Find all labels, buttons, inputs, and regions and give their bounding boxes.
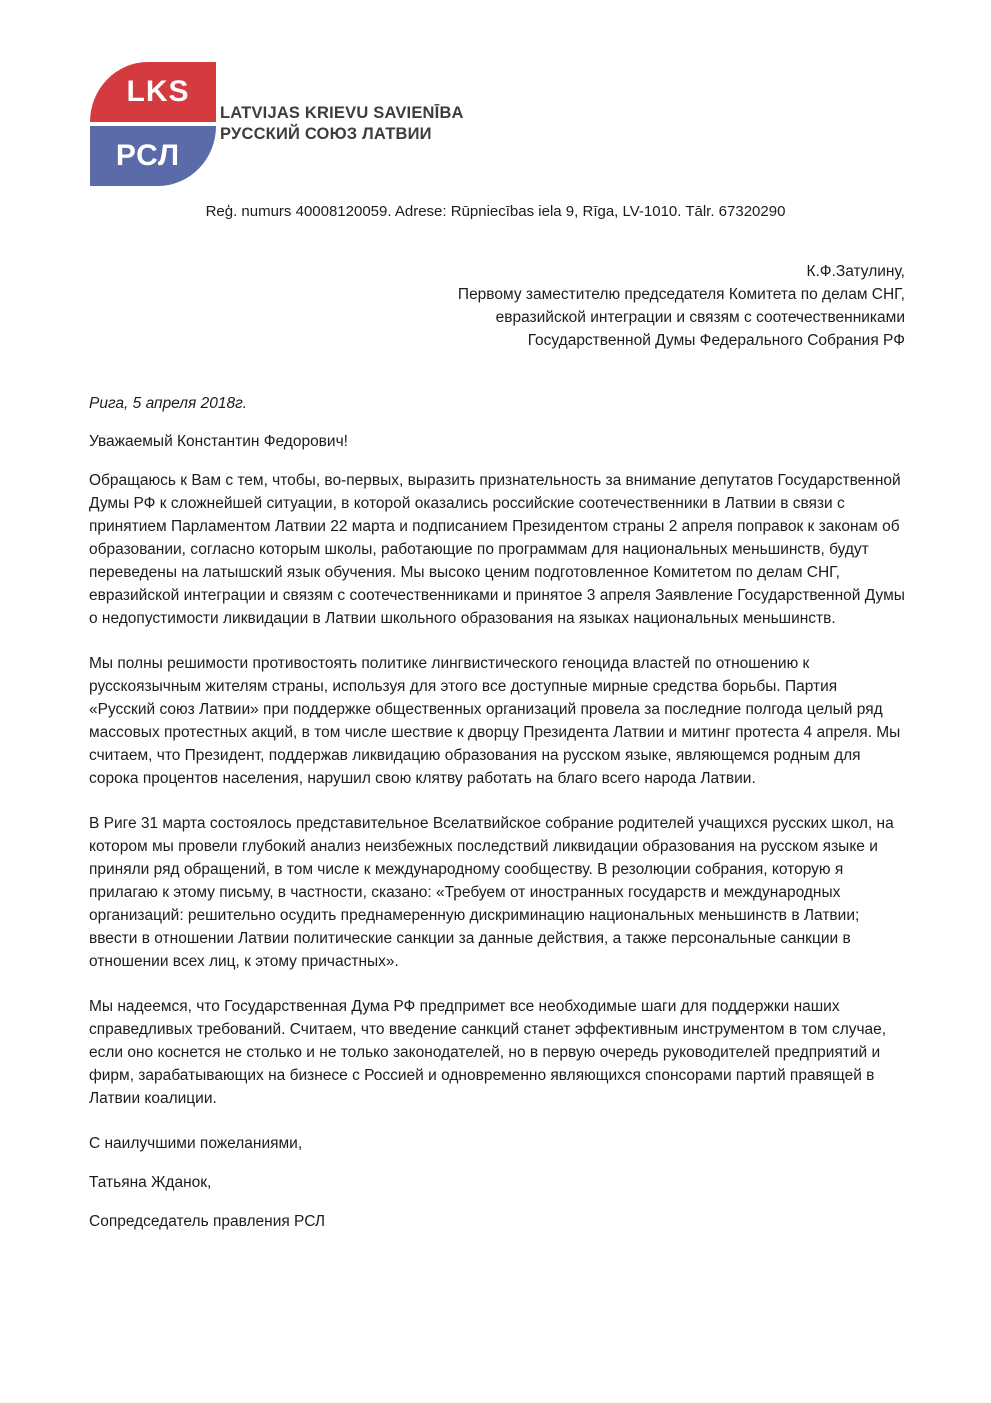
addressee-line: Государственной Думы Федерального Собрания РФ [527, 332, 905, 349]
letterhead [90, 62, 464, 186]
logo-red-half [90, 62, 216, 122]
logo-blue-half [90, 126, 216, 186]
signature-name: Татьяна Жданок, [89, 1174, 212, 1191]
paragraph-4: Мы надеемся, что Государственная Дума РФ предпримет все необходимые шаги для поддержки наших справедливых требований. Считаем, что введение санкций станет эффективным инструментом в том случае, если оно коснется не столько и не только законодателей, но в первую очередь руководителей предприятий и фирм, зарабатывающих на бизнесе с Россией и одновременно являющихся спонсорами партий правящей в Латвии коалиции. [89, 998, 887, 1107]
paragraph-2: Мы полны решимости противостоять политике лингвистического геноцида властей по отношению к русскоязычным жителям страны, используя для этого все доступные мирные средства борьбы. Партия «Русский союз Латвии» при поддержке общественных организаций провела за последние полгода целый ряд массовых протестных акций, в том числе шествие к дворцу Президента Латвии и митинг протеста 4 апреля. Мы считаем, что Президент, поддержав ликвидацию образования на русском языке, являющемся родным для сорока процентов населения, нарушил свою клятву работать на благо всего народа Латвии. [89, 655, 901, 787]
addressee-line: К.Ф.Затулину, [806, 263, 905, 280]
org-name-latvian: LATVIJAS KRIEVU SAVIENĪBA [220, 104, 464, 122]
logo-rsl-text: РСЛ [115, 139, 181, 172]
registration-address-line: Reģ. numurs 40008120059. Adrese: Rūpniecības iela 9, Rīga, LV-1010. Tālr. 67320290 [205, 203, 786, 220]
dateline: Рига, 5 апреля 2018г. [89, 395, 248, 412]
addressee-block [458, 260, 905, 352]
addressee-line: Первому заместителю председателя Комитета по делам СНГ, [457, 286, 905, 303]
logo-lks-text: LKS [126, 75, 190, 108]
closing-line: С наилучшими пожеланиями, [89, 1135, 303, 1152]
salutation: Уважаемый Константин Федорович! [89, 433, 348, 450]
organization-names [220, 103, 464, 145]
addressee-line: евразийской интеграции и связям с соотечественниками [495, 309, 905, 326]
lks-rsl-logo [90, 62, 206, 186]
letter-body [89, 392, 907, 1233]
signature-title: Сопредседатель правления РСЛ [89, 1213, 326, 1230]
org-name-russian: РУССКИЙ СОЮЗ ЛАТВИИ [220, 125, 432, 143]
paragraph-1: Обращаюсь к Вам с тем, чтобы, во-первых, выразить признательность за внимание депутатов Государственной Думы РФ к сложнейшей ситуации, в которой оказались российские соотечественники в Латвии в связи с принятием Парламентом Латвии 22 марта и подписанием Президентом страны 2 апреля поправок к законам об образовании, согласно которым школы, работающие по программам для национальных меньшинств, будут переведены на латышский язык обучения. Мы высоко ценим подготовленное Комитетом по делам СНГ, евразийской интеграции и связям с соотечественниками и принятое 3 апреля Заявление Государственной Думы о недопустимости ликвидации в Латвии школьного образования на языках национальных меньшинств. [89, 472, 905, 627]
paragraph-3: В Риге 31 марта состоялось представительное Вселатвийское собрание родителей учащихся русских школ, на котором мы провели глубокий анализ неизбежных последствий ликвидации образования на русском языке и приняли ряд обращений, в том числе к международному сообществу. В резолюции собрания, которую я прилагаю к этому письму, в частности, сказано: «Требуем от иностранных государств и международных организаций: решительно осудить преднамеренную дискриминацию национальных меньшинств в Латвии; ввести в отношении Латвии политические санкции за данные действия, а также персональные санкции в отношении всех лиц, к этому причастных». [89, 815, 894, 970]
